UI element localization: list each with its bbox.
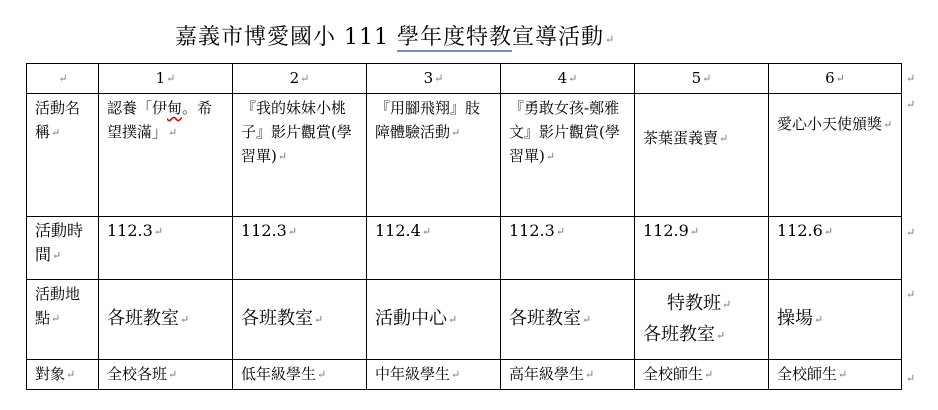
target-cell-2: 低年級學生↵ — [233, 360, 367, 390]
name-cell-6: 愛心小天使頒獎↵ — [769, 94, 902, 217]
name-cell-5: 茶葉蛋義賣↵ — [635, 94, 769, 217]
time-cell-2: 112.3↵ — [233, 217, 367, 280]
activity-name-row — [27, 94, 902, 217]
place-cell-4: 各班教室↵ — [501, 280, 635, 360]
row-end-mark-icon: ↵ — [906, 72, 916, 85]
header-cell-1: 1↵ — [99, 64, 233, 94]
title-part3: 宣導活動 — [512, 25, 605, 50]
place-cell-3: 活動中心↵ — [367, 280, 501, 360]
row-label-name: 活動名稱↵ — [27, 94, 99, 217]
header-cell-5: 5↵ — [635, 64, 769, 94]
name-cell-2: 『我的妹妹小桃子』影片觀賞(學習單)↵ — [233, 94, 367, 217]
row-end-mark-icon: ↵ — [906, 288, 916, 301]
row-end-mark-icon: ↵ — [906, 372, 916, 385]
header-row — [27, 64, 902, 94]
time-cell-1: 112.3↵ — [99, 217, 233, 280]
time-cell-3: 112.4↵ — [367, 217, 501, 280]
name-cell-4: 『勇敢女孩-鄭雅文』影片觀賞(學習單)↵ — [501, 94, 635, 217]
target-cell-1: 全校各班↵ — [99, 360, 233, 390]
paragraph-mark-icon: ↵ — [605, 33, 616, 46]
title-part1: 嘉義市博愛國小 111 — [175, 25, 397, 50]
time-cell-4: 112.3↵ — [501, 217, 635, 280]
target-cell-5: 全校師生↵ — [635, 360, 769, 390]
target-row — [27, 360, 902, 390]
title-part2: 學年度特教 — [396, 25, 512, 50]
spelling-squiggle: 甸 — [167, 99, 183, 117]
row-end-mark-icon: ↵ — [906, 98, 916, 111]
place-cell-5: 特教班↵ 各班教室↵ — [635, 280, 769, 360]
row-end-mark-icon: ↵ — [906, 226, 916, 239]
name-cell-1: 認養「伊甸。希望撲滿」↵ — [99, 94, 233, 217]
target-cell-3: 中年級學生↵ — [367, 360, 501, 390]
activity-time-row — [27, 217, 902, 280]
activity-table — [26, 63, 902, 390]
document-title — [175, 20, 615, 51]
row-label-time: 活動時間↵ — [27, 217, 99, 280]
place-cell-1: 各班教室↵ — [99, 280, 233, 360]
name-cell-3: 『用腳飛翔』肢障體驗活動↵ — [367, 94, 501, 217]
target-cell-4: 高年級學生↵ — [501, 360, 635, 390]
header-cell-3: 3↵ — [367, 64, 501, 94]
time-cell-5: 112.9↵ — [635, 217, 769, 280]
target-cell-6: 全校師生↵ — [769, 360, 902, 390]
header-cell-empty: ↵ — [27, 64, 99, 94]
header-cell-6: 6↵ — [769, 64, 902, 94]
header-cell-4: 4↵ — [501, 64, 635, 94]
row-label-place: 活動地點↵ — [27, 280, 99, 360]
header-cell-2: 2↵ — [233, 64, 367, 94]
place-cell-2: 各班教室↵ — [233, 280, 367, 360]
activity-place-row — [27, 280, 902, 360]
row-label-target: 對象↵ — [27, 360, 99, 390]
place-cell-6: 操場↵ — [769, 280, 902, 360]
time-cell-6: 112.6↵ — [769, 217, 902, 280]
